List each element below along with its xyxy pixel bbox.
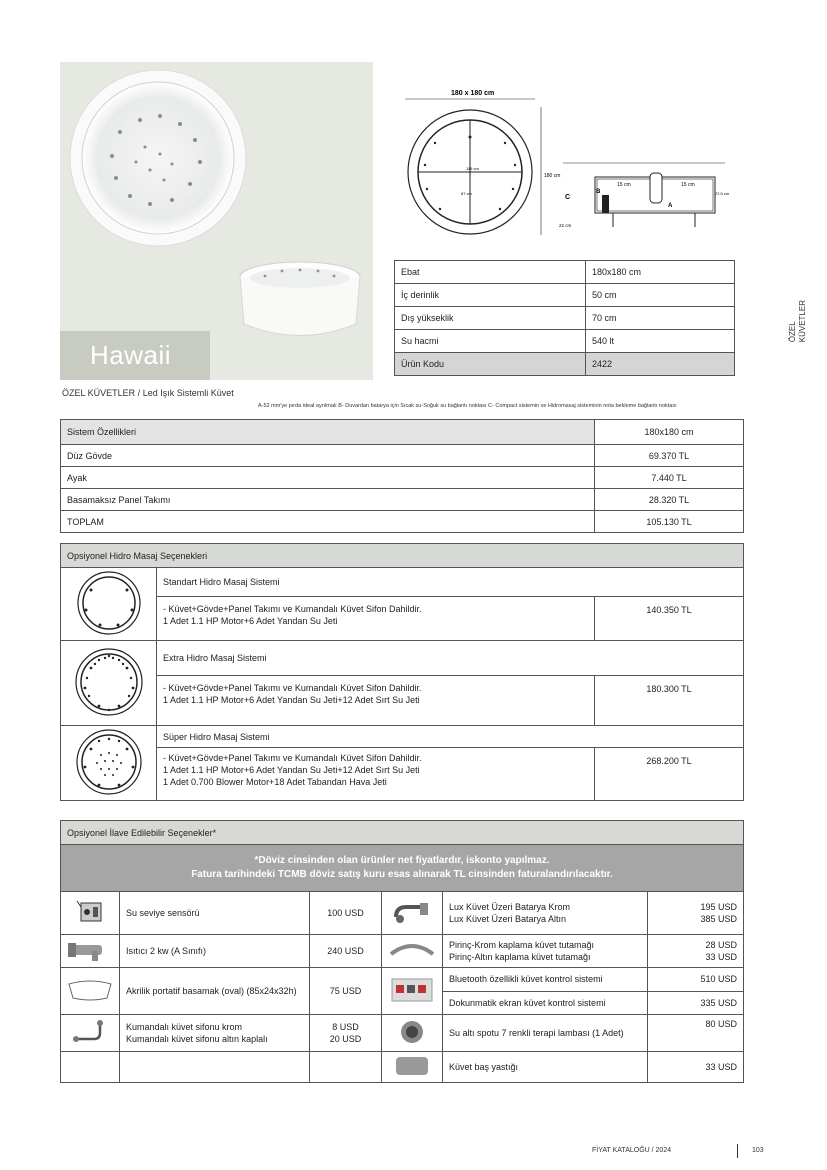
banner-line: *Döviz cinsinden olan ürünler net fiyatlardır, iskonto yapılmaz. (254, 855, 550, 866)
letter-c: C (565, 194, 571, 201)
extra-icon-cell (382, 935, 443, 968)
system-table (60, 419, 744, 533)
extra-label: Kumandalı küvet sifonu krom (126, 1022, 243, 1032)
specs-table (394, 260, 735, 376)
spec-row (395, 261, 735, 284)
row-label: Basamaksız Panel Takımı (61, 489, 595, 511)
pillow-icon (392, 1054, 432, 1078)
letter-b: B (596, 189, 601, 195)
extra-label: Lux Küvet Üzeri Batarya Krom (449, 902, 571, 912)
spotlight-icon (397, 1017, 427, 1047)
row-value: 28.320 TL (595, 489, 744, 511)
row-value: 7.440 TL (595, 467, 744, 489)
extra-price: 385 USD (700, 914, 737, 924)
extras-header: Opsiyonel İlave Edilebilir Seçenekler* (61, 821, 744, 845)
spec-label: İç derinlik (395, 284, 586, 307)
extra-label-cell (443, 892, 648, 935)
hydro-line: 1 Adet 1.1 HP Motor+6 Adet Yandan Su Jeti+12 Adet Sırt Su Jeti (163, 695, 420, 706)
table-row (61, 420, 744, 445)
hydro-line: - Küvet+Gövde+Panel Takımı ve Kumandalı Küvet Sifon Dahildir. (163, 603, 422, 614)
extra-label: Küvet baş yastığı (443, 1052, 648, 1083)
side-label-line2: KÜVETLER (798, 300, 807, 343)
hydro-desc (157, 676, 595, 726)
hydro-line: - Küvet+Gövde+Panel Takımı ve Kumandalı Küvet Sifon Dahildir. (163, 683, 422, 694)
extra-label: Akrilik portatif basamak (oval) (85x24x32h) (120, 968, 310, 1015)
extra-price-cell (310, 1015, 382, 1052)
extra-price: 100 USD (310, 892, 382, 935)
footer-divider (737, 1144, 738, 1158)
extra-price: 28 USD (705, 940, 737, 950)
extra-price: 240 USD (310, 935, 382, 968)
hydro-line: - Küvet+Gövde+Panel Takımı ve Kumandalı Küvet Sifon Dahildir. (163, 753, 422, 763)
hydro-icon-cell (61, 726, 157, 801)
extra-jet-layout-icon (73, 646, 145, 718)
dim-right: 180 cm (544, 173, 561, 179)
product-subtitle: ÖZEL KÜVETLER / Led Işık Sistemli Küvet (62, 388, 234, 398)
table-row (61, 511, 744, 533)
currency-banner (61, 845, 744, 892)
empty-cell (310, 1052, 382, 1083)
system-header: Sistem Özellikleri (61, 420, 595, 445)
extra-label: Dokunmatik ekran küvet kontrol sistemi (443, 991, 648, 1015)
extra-price: 33 USD (648, 1052, 744, 1083)
hydro-line: 1 Adet 0.700 Blower Motor+18 Adet Tabandan Hava Jeti (163, 777, 387, 787)
extra-icon-cell (61, 1015, 120, 1052)
hydro-price: 180.300 TL (595, 676, 744, 726)
extra-price: 20 USD (329, 1034, 362, 1044)
hydro-line: 1 Adet 1.1 HP Motor+6 Adet Yandan Su Jeti (163, 615, 338, 626)
extra-label: Bluetooth özellikli küvet kontrol sistemi (443, 968, 648, 992)
spec-value: 2422 (586, 353, 735, 376)
hydro-title: Standart Hidro Masaj Sistemi (157, 568, 744, 597)
table-row (61, 489, 744, 511)
spec-row (395, 307, 735, 330)
spec-label: Su hacmi (395, 330, 586, 353)
handle-icon (387, 940, 437, 960)
banner-line: Fatura tarihindeki TCMB döviz satış kuru esas alınarak TL cinsinden faturalandırılacaktır. (191, 869, 613, 880)
spec-row (395, 330, 735, 353)
hydro-line: 1 Adet 1.1 HP Motor+6 Adet Yandan Su Jeti+12 Adet Sırt Su Jeti (163, 765, 420, 775)
hydro-title: Süper Hidro Masaj Sistemi (157, 726, 744, 748)
control-panel-icon (390, 975, 434, 1005)
extra-label: Kumandalı küvet sifonu altın kaplalı (126, 1034, 268, 1044)
spec-value: 50 cm (586, 284, 735, 307)
product-note: A-52 mm'ye pırda ideal ayrılmalı B- Duvardan batarya için Sıcak su-Soğuk su bağlantı noktası C- Compact sistemin ve Hidromasaj sisteminin nota bekleme bağlantı noktası (258, 403, 677, 409)
spec-value: 540 lt (586, 330, 735, 353)
footer-catalog: FİYAT KATALOĞU / 2024 (592, 1147, 672, 1154)
extra-price-cell (648, 935, 744, 968)
row-value: 105.130 TL (595, 511, 744, 533)
extra-icon-cell (61, 968, 120, 1015)
step-icon (65, 976, 115, 1004)
extra-icon-cell (61, 892, 120, 935)
system-header-value: 180x180 cm (595, 420, 744, 445)
water-sensor-icon (73, 897, 107, 927)
dim-inner: 119 cm (466, 166, 479, 171)
extra-price: 80 USD (648, 1015, 744, 1052)
row-label: Ayak (61, 467, 595, 489)
faucet-icon (390, 899, 434, 925)
hydro-price: 268.200 TL (595, 748, 744, 801)
extra-label: Pirinç-Krom kaplama küvet tutamağı (449, 940, 595, 950)
section-side-label (788, 300, 818, 342)
extras-table (60, 820, 744, 1083)
siphon-icon (70, 1019, 110, 1045)
spec-row (395, 353, 735, 376)
extra-label: Su altı spotu 7 renkli terapi lambası (1 Adet) (443, 1015, 648, 1052)
hydro-price: 140.350 TL (595, 596, 744, 640)
extra-label: Isıtıcı 2 kw (A Sınıfı) (120, 935, 310, 968)
extra-icon-cell (382, 1015, 443, 1052)
side-dim-2: 15 cm (681, 182, 695, 188)
heater-icon (66, 937, 114, 963)
table-row (61, 467, 744, 489)
extra-price: 33 USD (705, 952, 737, 962)
extra-label-cell (443, 935, 648, 968)
extra-price: 75 USD (310, 968, 382, 1015)
extra-price: 510 USD (648, 968, 744, 992)
empty-cell (61, 1052, 120, 1083)
row-label: Düz Gövde (61, 445, 595, 467)
extra-icon-cell (382, 1052, 443, 1083)
standart-jet-layout-icon (74, 570, 144, 636)
extra-price: 195 USD (700, 902, 737, 912)
super-jet-layout-icon (73, 727, 145, 797)
side-v-2: 72.5 cm (715, 191, 730, 196)
hydro-icon-cell (61, 641, 157, 726)
extra-price: 8 USD (332, 1022, 359, 1032)
row-label: TOPLAM (61, 511, 595, 533)
extra-label: Pirinç-Altın kaplama küvet tutamağı (449, 952, 591, 962)
extra-label-cell (120, 1015, 310, 1052)
spec-row (395, 284, 735, 307)
extra-label: Lux Küvet Üzeri Batarya Altın (449, 914, 567, 924)
letter-a: A (668, 203, 673, 209)
extra-price-cell (648, 892, 744, 935)
spec-label: Ürün Kodu (395, 353, 586, 376)
extra-icon-cell (61, 935, 120, 968)
product-name: Hawaii (90, 340, 172, 370)
hydro-desc (157, 596, 595, 640)
spec-value: 70 cm (586, 307, 735, 330)
empty-cell (120, 1052, 310, 1083)
row-value: 69.370 TL (595, 445, 744, 467)
side-label-line1: ÖZEL (788, 321, 797, 343)
side-v-1: 22 cm (559, 223, 572, 228)
hydro-icon-cell (61, 568, 157, 641)
spec-label: Dış yükseklik (395, 307, 586, 330)
hydro-desc (157, 748, 595, 801)
hydro-title: Extra Hidro Masaj Sistemi (157, 641, 744, 676)
side-dim-1: 15 cm (617, 182, 631, 188)
technical-drawing (395, 85, 740, 245)
footer-page: 103 (752, 1147, 764, 1154)
extra-icon-cell (382, 892, 443, 935)
extra-price: 335 USD (648, 991, 744, 1015)
table-row (61, 445, 744, 467)
extra-label: Su seviye sensörü (120, 892, 310, 935)
hydro-header: Opsiyonel Hidro Masaj Seçenekleri (61, 544, 744, 568)
dim-inner-v: 87 cm (461, 191, 472, 196)
dim-top: 180 x 180 cm (451, 90, 495, 97)
hydro-table (60, 543, 744, 801)
extra-icon-cell (382, 968, 443, 1015)
spec-label: Ebat (395, 261, 586, 284)
spec-value: 180x180 cm (586, 261, 735, 284)
